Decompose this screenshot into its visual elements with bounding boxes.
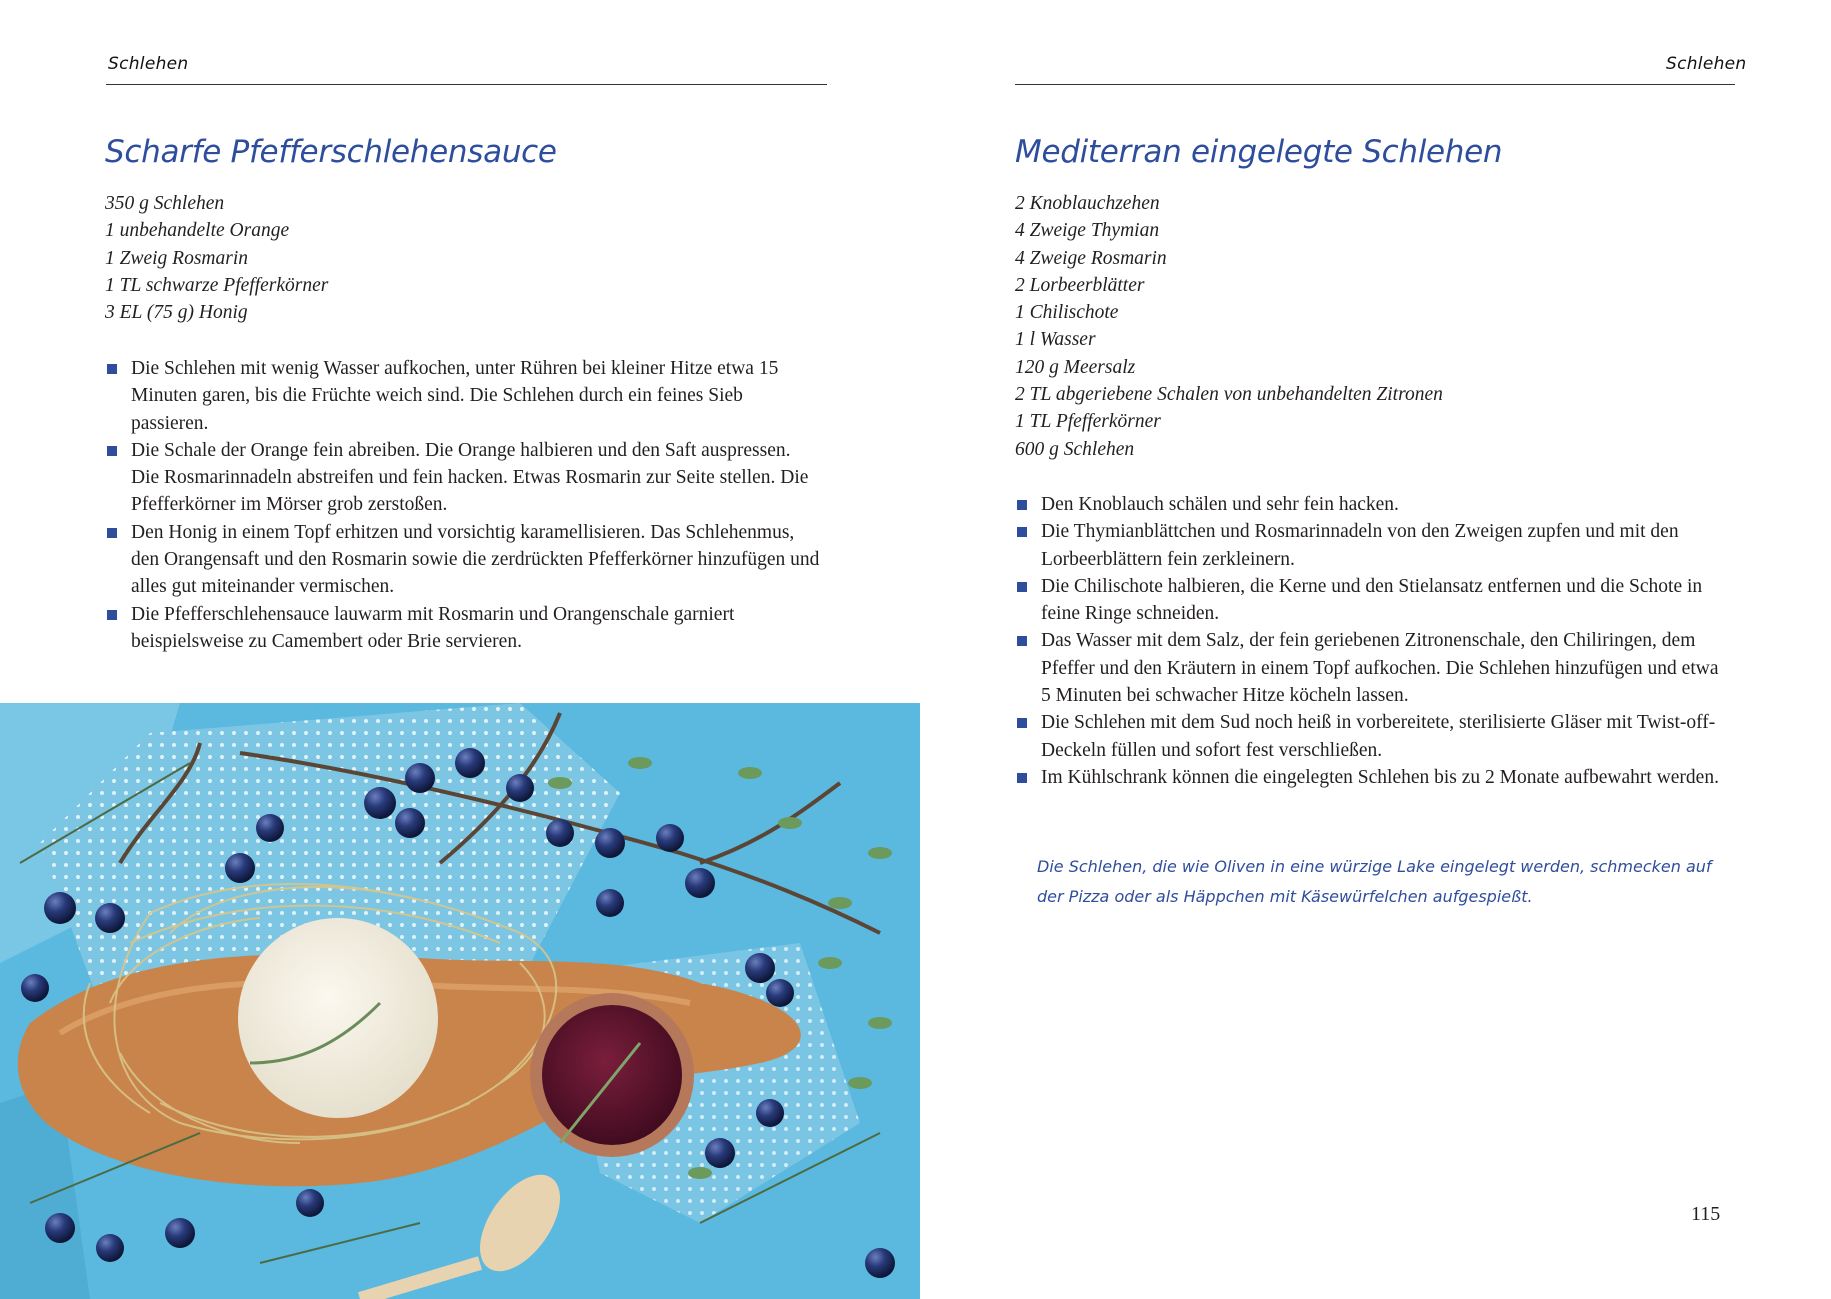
ingredient-item: 3 EL (75 g) Honig (105, 302, 248, 324)
ingredient-item: 4 Zweige Rosmarin (1015, 247, 1167, 269)
ingredient-item: 2 Knoblauchzehen (1015, 193, 1160, 214)
ingredient-item: 600 g Schlehen (1015, 438, 1135, 460)
bullet-square-icon (107, 446, 117, 456)
step-list-left (105, 355, 822, 655)
ingredient-item: 1 l Wasser (1015, 329, 1096, 351)
ingredient-item: 1 TL Pfefferkörner (1015, 411, 1161, 433)
recipe-title-left: Scharfe Pfefferschlehensauce (105, 134, 557, 170)
step-item (1015, 709, 1732, 764)
ingredient-item: 350 g Schlehen (105, 193, 225, 214)
step-item (1015, 491, 1732, 518)
step-item (105, 355, 822, 437)
step-text: Die Chilischote halbieren, die Kerne und den Stielansatz entfernen und die Schote in feine Ringe schneiden. (1041, 575, 1703, 625)
step-text: Im Kühlschrank können die eingelegten Schlehen bis zu 2 Monate aufbewahrt werden. (1041, 766, 1719, 788)
header-rule-left (106, 84, 827, 85)
ingredient-item: 1 TL schwarze Pfefferkörner (105, 274, 329, 296)
step-list-right (1015, 491, 1732, 791)
ingredient-item: 4 Zweige Thymian (1015, 220, 1160, 242)
step-text: Die Schlehen mit dem Sud noch heiß in vorbereitete, sterilisierte Gläser mit Twist-off-Deckeln füllen und sofort fest verschließen. (1041, 712, 1716, 761)
header-rule-right (1015, 84, 1735, 85)
ingredient-item: 1 Chilischote (1015, 302, 1119, 324)
recipe-title-right: Mediterran eingelegte Schlehen (1015, 134, 1503, 170)
step-text: Das Wasser mit dem Salz, der fein geriebenen Zitronenschale, den Chiliringen, dem Pfeffer und den Kräutern in einem Topf aufkochen. Die Schlehen hinzufügen und etwa 5 Minuten bei schwacher Hitze köcheln lassen. (1041, 630, 1719, 707)
bullet-square-icon (1017, 636, 1027, 646)
running-head-left: Schlehen (108, 54, 189, 74)
bullet-square-icon (1017, 500, 1027, 510)
bullet-square-icon (1017, 582, 1027, 592)
ingredient-item: 1 Zweig Rosmarin (105, 247, 249, 269)
step-item (1015, 764, 1732, 791)
ingredient-item: 2 TL abgeriebene Schalen von unbehandelten Zitronen (1015, 384, 1443, 406)
ingredient-item: 2 Lorbeerblätter (1015, 274, 1145, 296)
step-item (105, 519, 822, 601)
step-text: Die Pfefferschlehensauce lauwarm mit Rosmarin und Orangenschale garniert beispielsweise zu Camembert oder Brie servieren. (131, 603, 735, 652)
running-head-right: Schlehen (1666, 54, 1747, 74)
bullet-square-icon (107, 610, 117, 620)
bullet-square-icon (1017, 773, 1027, 783)
food-photo (0, 703, 920, 1299)
bullet-square-icon (1017, 718, 1027, 728)
step-item (105, 601, 822, 656)
bullet-square-icon (1017, 527, 1027, 537)
step-text: Den Knoblauch schälen und sehr fein hacken. (1041, 494, 1399, 515)
bullet-square-icon (107, 528, 117, 538)
step-text: Die Schlehen mit wenig Wasser aufkochen, unter Rühren bei kleiner Hitze etwa 15 Minuten garen, bis die Früchte weich sind. Die Schlehen durch ein feines Sieb passieren. (131, 358, 779, 434)
step-text: Den Honig in einem Topf erhitzen und vorsichtig karamellisieren. Das Schlehenmus, den Orangensaft und den Rosmarin sowie die zerdrückten Pfefferkörner hinzufügen und alles gut miteinander vermischen. (131, 521, 820, 598)
bullet-square-icon (107, 364, 117, 374)
step-text: Die Schale der Orange fein abreiben. Die Orange halbieren und den Saft auspressen. Die Rosmarinnadeln abstreifen und fein hacken. Etwas Rosmarin zur Seite stellen. Die Pfefferkörner im Mörser grob zerstoßen. (131, 439, 809, 516)
ingredient-list-left (105, 190, 328, 326)
step-item (1015, 573, 1732, 628)
page-number: 115 (1691, 1203, 1721, 1225)
food-photo-illustration (0, 703, 920, 1299)
ingredient-item: 120 g Meersalz (1015, 356, 1136, 378)
ingredient-list-right (1015, 190, 1443, 463)
ingredient-item: 1 unbehandelte Orange (105, 220, 290, 242)
step-item (1015, 518, 1732, 573)
step-text: Die Thymianblättchen und Rosmarinnadeln von den Zweigen zupfen und mit den Lorbeerblättern fein zerkleinern. (1041, 521, 1679, 570)
step-item (105, 437, 822, 519)
recipe-tip: Die Schlehen, die wie Oliven in eine würzige Lake eingelegt werden, schmecken auf der Pizza oder als Häppchen mit Käsewürfelchen aufgespießt. (1037, 857, 1712, 906)
step-item (1015, 627, 1732, 709)
